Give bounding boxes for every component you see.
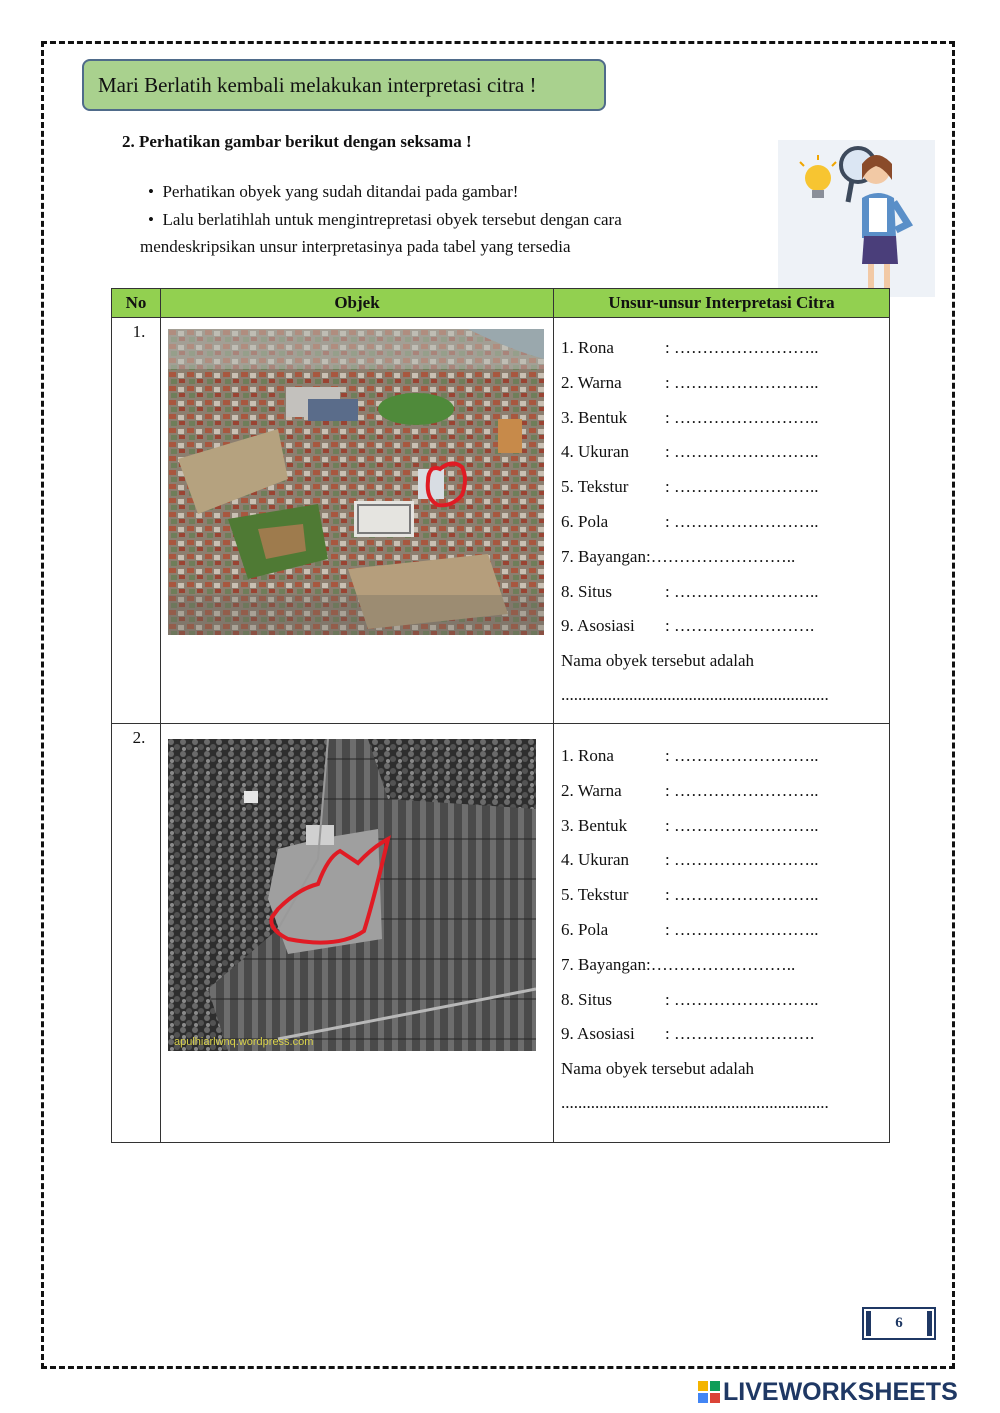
instruction-bullet-1: • Perhatikan obyek yang sudah ditandai pada gambar! <box>148 182 519 201</box>
page-number-badge: 6 <box>864 1309 934 1338</box>
interpretation-item: 4. Ukuran : …………………….. <box>561 442 819 462</box>
instruction-bullet-2: • Lalu berlatihlah untuk mengintrepretasi obyek tersebut dengan cara <box>148 210 622 229</box>
question-title: 2. Perhatikan gambar berikut dengan seksama ! <box>122 132 472 151</box>
liveworksheets-logo: LIVEWORKSHEETS <box>698 1378 958 1407</box>
interpretation-cell <box>554 724 890 1143</box>
interpretation-item: 1. Rona : …………………….. <box>561 746 819 765</box>
object-name-label: Nama obyek tersebut adalah <box>561 1059 755 1079</box>
object-name-label: Nama obyek tersebut adalah <box>561 651 755 671</box>
interpretation-item: 5. Tekstur : …………………….. <box>561 885 819 905</box>
object-name-answer[interactable]: ............................................................... <box>561 685 829 705</box>
interpretation-item: 8. Situs : …………………….. <box>561 989 819 1009</box>
table-row <box>112 724 890 1143</box>
interpretation-item: 7. Bayangan:…………………….. <box>561 546 796 566</box>
interpretation-item: 9. Asosiasi : ……………………. <box>561 616 815 636</box>
column-header-no: No <box>112 289 161 318</box>
satellite-grayscale-photo <box>168 739 536 1051</box>
table-row <box>112 318 890 724</box>
column-header-objek: Objek <box>161 289 554 318</box>
interpretation-cell <box>554 318 890 724</box>
liveworksheets-icon <box>698 1381 720 1403</box>
interpretation-item: 6. Pola : …………………….. <box>561 511 819 531</box>
interpretation-item: 2. Warna : …………………….. <box>561 372 819 392</box>
page-title: Mari Berlatih kembali melakukan interpretasi citra ! <box>82 59 606 111</box>
column-header-unsur: Unsur-unsur Interpretasi Citra <box>554 289 890 318</box>
interpretation-item: 7. Bayangan:…………………….. <box>561 954 796 974</box>
row-number: 1. <box>112 318 161 724</box>
interpretation-item: 3. Bentuk : …………………….. <box>561 407 819 427</box>
interpretation-table <box>111 288 890 1143</box>
aerial-city-photo <box>168 329 544 635</box>
interpretation-item: 9. Asosiasi : ……………………. <box>561 1024 815 1044</box>
interpretation-item: 3. Bentuk : …………………….. <box>561 815 819 835</box>
object-cell <box>161 318 554 724</box>
teacher-magnifier-illustration <box>778 140 935 297</box>
interpretation-item: 1. Rona : …………………….. <box>561 338 819 357</box>
row-number: 2. <box>112 724 161 1143</box>
instruction-continuation: mendeskripsikan unsur interpretasinya pada tabel yang tersedia <box>140 237 571 256</box>
interpretation-item: 4. Ukuran : …………………….. <box>561 850 819 870</box>
object-cell <box>161 724 554 1143</box>
interpretation-item: 8. Situs : …………………….. <box>561 581 819 601</box>
object-name-answer[interactable]: ............................................................... <box>561 1093 829 1113</box>
interpretation-item: 6. Pola : …………………….. <box>561 919 819 939</box>
interpretation-item: 2. Warna : …………………….. <box>561 780 819 800</box>
interpretation-item: 5. Tekstur : …………………….. <box>561 477 819 497</box>
image-watermark: apulhiarlwnq.wordpress.com <box>174 1036 314 1048</box>
